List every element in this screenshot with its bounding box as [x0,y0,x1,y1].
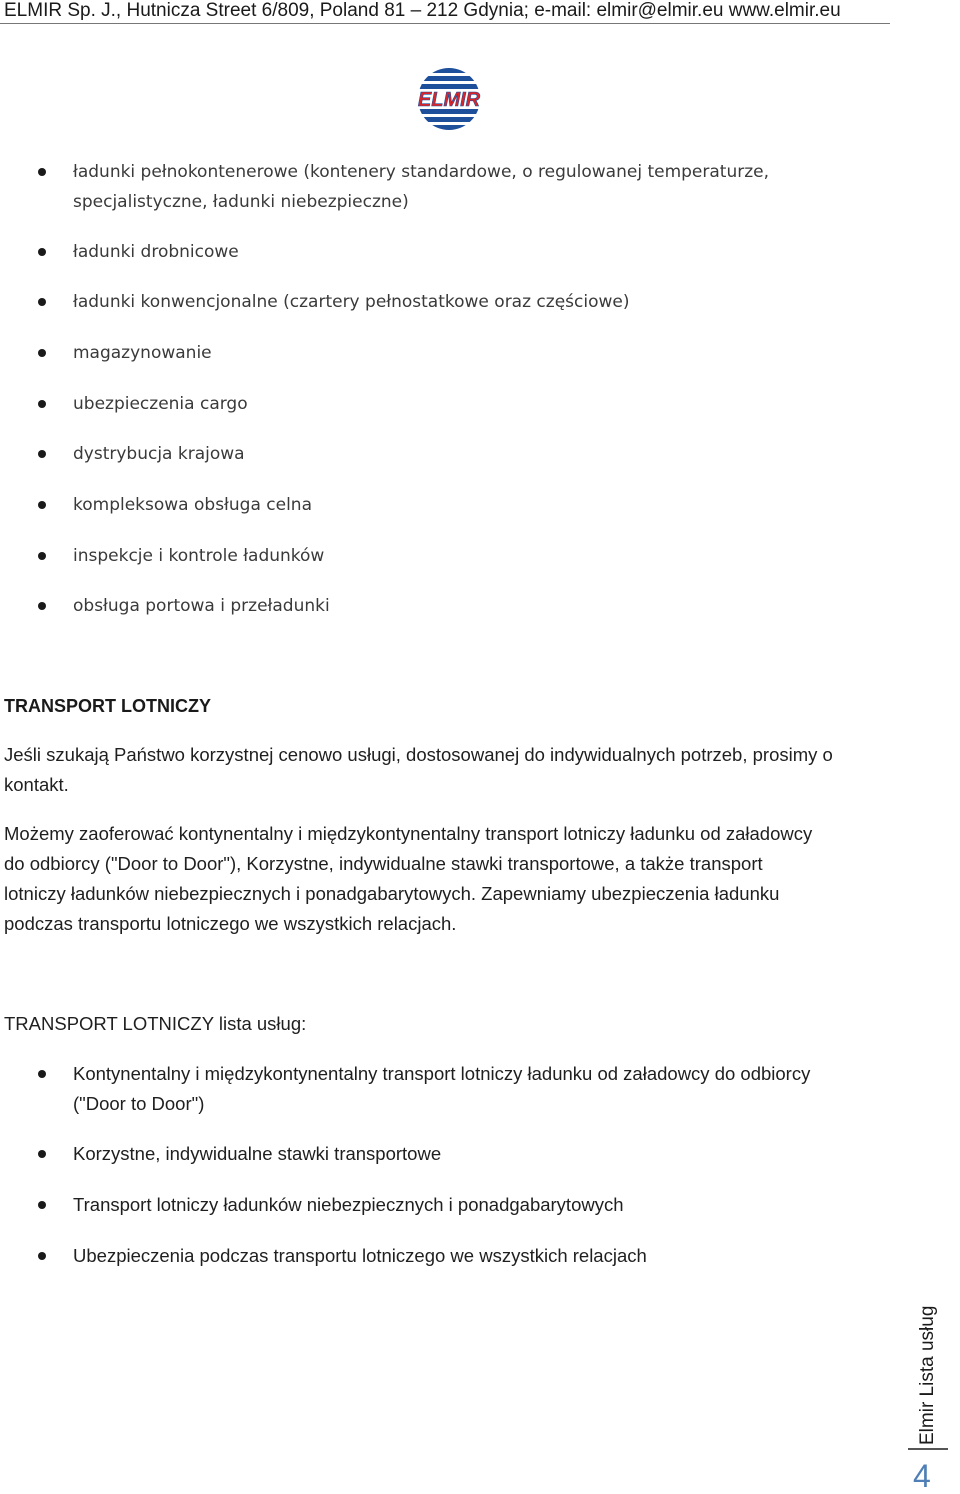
list-item-text: kompleksowa obsługa celna [73,495,312,515]
list-item-text: magazynowanie [73,343,212,363]
list-item-text: dystrybucja krajowa [73,444,245,464]
bullet-icon [38,248,46,256]
logo-wordmark: ELMIR [417,89,481,111]
air-offer-paragraph [4,819,884,939]
footer-side-label [911,1300,945,1445]
list-item-text: ubezpieczenia cargo [73,394,248,414]
paragraph-line: podczas transportu lotniczego we wszystkich relacjach. [4,913,457,934]
list-item-text: obsługa portowa i przeładunki [73,596,330,616]
list-item-text: ładunki drobnicowe [73,242,239,262]
bullet-icon [38,1070,46,1078]
bullet-icon [38,349,46,357]
list-item-text: ("Door to Door") [73,1093,205,1114]
list-item-text: Transport lotniczy ładunków niebezpiecznych i ponadgabarytowych [73,1194,624,1215]
bullet-icon [38,501,46,509]
air-list-title: TRANSPORT LOTNICZY lista usług: [4,1013,307,1034]
list-item-text: Korzystne, indywidualne stawki transportowe [73,1143,442,1164]
bullet-icon [38,602,46,610]
paragraph-line: do odbiorcy ("Door to Door"), Korzystne, indywidualne stawki transportowe, a także transport [4,853,763,874]
list-item-text: ładunki konwencjonalne (czartery pełnostatkowe oraz częściowe) [73,292,630,312]
paragraph-line: Możemy zaoferować kontynentalny i międzykontynentalny transport lotniczy ładunku od załadowcy [4,823,813,844]
list-item-text: Kontynentalny i międzykontynentalny transport lotniczy ładunku od załadowcy do odbiorcy [73,1063,811,1084]
list-item-text: inspekcje i kontrole ładunków [73,546,325,566]
page-header [0,0,890,24]
bullet-icon [38,1150,46,1158]
side-label-text: Elmir Lista usług [917,1305,938,1445]
page-number: 4 [913,1458,931,1494]
paragraph-line: Jeśli szukają Państwo korzystnej cenowo usługi, dostosowanej do indywidualnych potrzeb, prosimy o [4,744,833,765]
paragraph-line: lotniczy ładunków niebezpiecznych i ponadgabarytowych. Zapewniamy ubezpieczenia ładunku [4,883,780,904]
list-item-text: specjalistyczne, ładunki niebezpieczne) [73,192,409,212]
footer-divider [908,1448,948,1450]
bullet-icon [38,298,46,306]
bullet-icon [38,450,46,458]
bullet-icon [38,168,46,176]
list-item-text: Ubezpieczenia podczas transportu lotniczego we wszystkich relacjach [73,1245,647,1266]
air-intro-paragraph [4,740,884,800]
bullet-icon [38,552,46,560]
header-contact-text: ELMIR Sp. J., Hutnicza Street 6/809, Poland 81 – 212 Gdynia; e-mail: elmir@elmir.eu www.elmir.eu [4,0,841,21]
header-divider [0,23,890,24]
bullet-icon [38,1201,46,1209]
bullet-icon [38,1252,46,1260]
bullet-icon [38,400,46,408]
elmir-logo-graphic [403,66,495,132]
elmir-logo [403,66,495,132]
list-item-text: ładunki pełnokontenerowe (kontenery standardowe, o regulowanej temperaturze, [73,162,770,182]
section-heading-air-transport: TRANSPORT LOTNICZY [4,696,211,716]
paragraph-line: kontakt. [4,774,69,795]
